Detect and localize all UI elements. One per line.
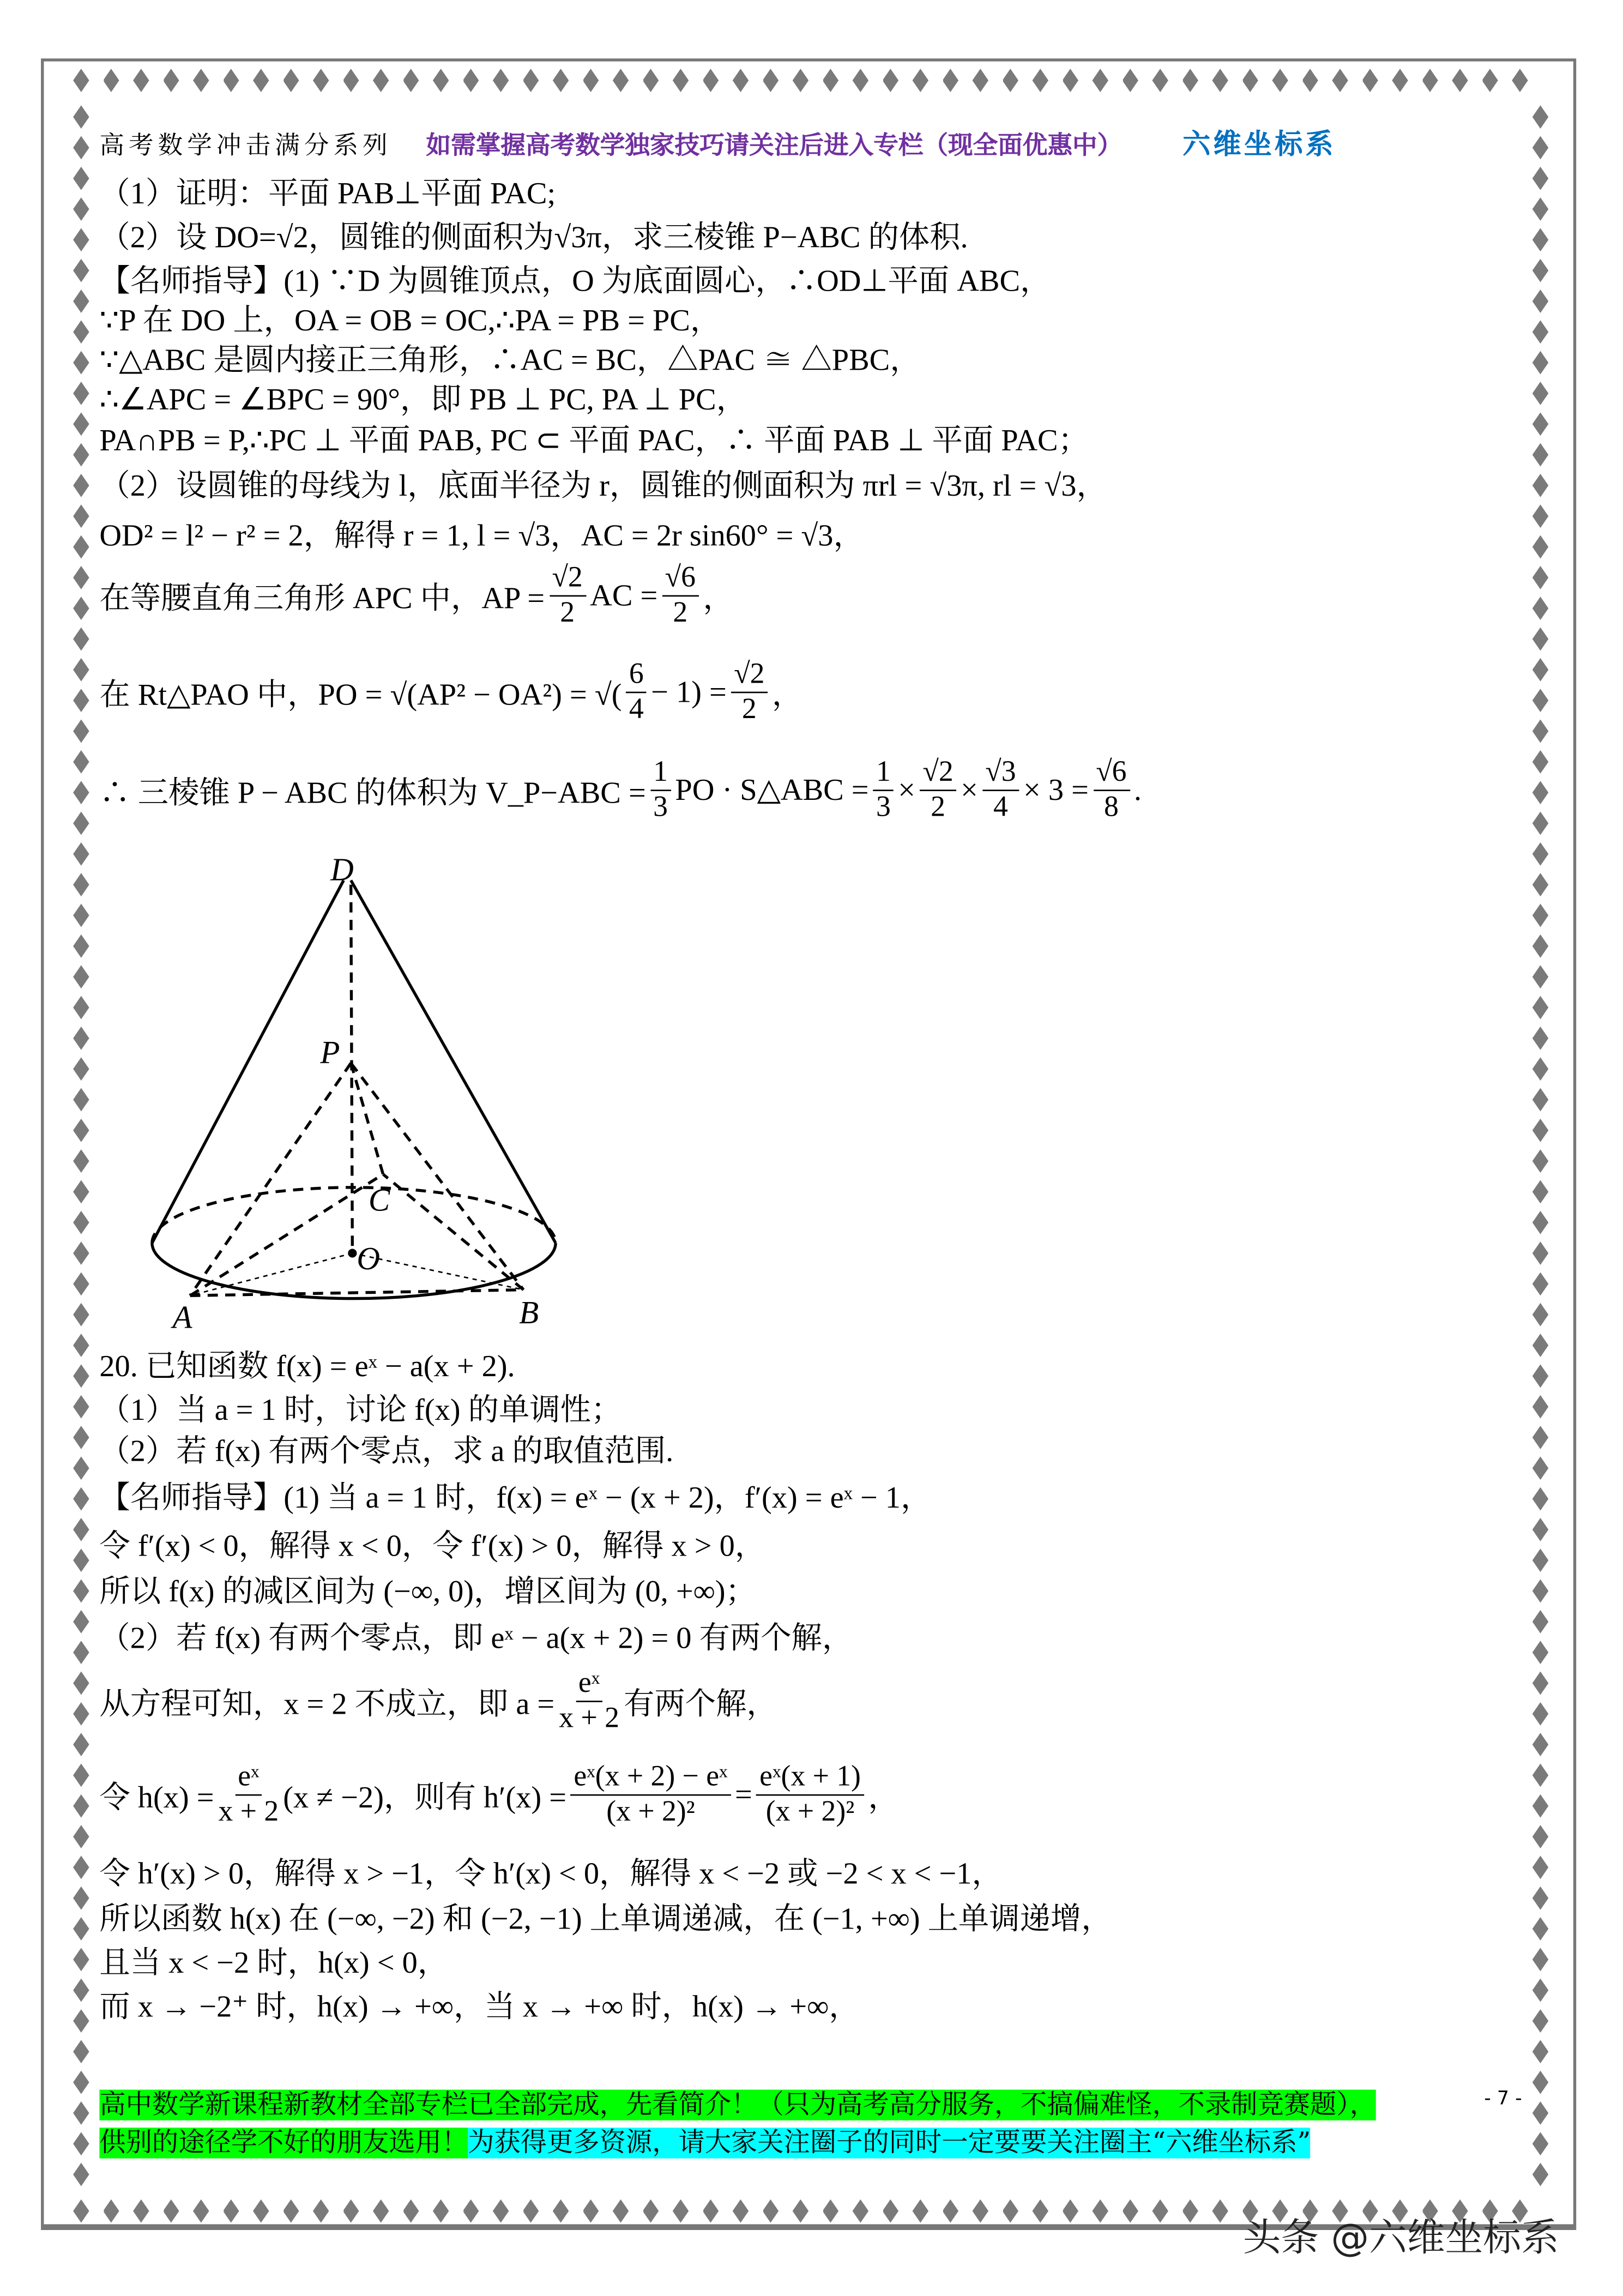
text-segment: 而 x → −2⁺ 时，h(x) → +∞，当 x → +∞ 时，h(x) → +∞，: [99, 1988, 860, 2024]
label-C: C: [368, 1182, 390, 1218]
denominator: 2: [741, 693, 757, 726]
text-segment: − 1) =: [651, 674, 727, 709]
text-segment: （2）若 f(x) 有两个零点，求 a 的取值范围.: [99, 1433, 674, 1468]
text-segment: ∵P 在 DO 上，OA = OB = OC,∴PA = PB = PC，: [99, 303, 721, 338]
denominator: x + 2: [559, 1702, 619, 1734]
footer-line-2: [99, 2122, 1311, 2160]
denominator: (x + 2)²: [606, 1795, 695, 1828]
brand-name: 六维坐标系: [1182, 129, 1336, 161]
numerator: eˣ: [576, 1667, 603, 1702]
text-segment: ，: [703, 580, 734, 615]
text-segment: ∵△ABC 是圆内接正三角形，∴AC = BC，△PAC ≅ △PBC，: [99, 342, 921, 377]
text-segment: 令 f′(x) < 0，解得 x < 0，令 f′(x) > 0，解得 x > 0，: [99, 1528, 766, 1564]
text-segment: PA∩PB = P,∴PC ⊥ 平面 PAB, PC ⊂ 平面 PAC，∴ 平面 PAB ⊥ 平面 PAC；: [99, 423, 1089, 458]
edge-AC: [190, 1174, 383, 1296]
numerator: √2: [549, 562, 586, 596]
text-segment: ∴ 三棱锥 P − ABC 的体积为 V_P−ABC =: [99, 774, 646, 810]
text-segment: （1）证明：平面 PAB⊥平面 PAC;: [99, 175, 556, 211]
text-segment: ×: [961, 772, 978, 807]
denominator: x + 2: [218, 1795, 279, 1828]
text-segment: AC =: [590, 577, 658, 613]
label-P: P: [320, 1034, 340, 1070]
text-segment: ∴∠APC = ∠BPC = 90°，即 PB ⊥ PC, PA ⊥ PC，: [99, 382, 747, 417]
label-O: O: [357, 1240, 381, 1276]
text-segment: 令 h′(x) > 0，解得 x > −1，令 h′(x) < 0，解得 x < −2 或 −2 < x < −1，: [99, 1855, 1003, 1891]
denominator: 3: [876, 791, 891, 823]
edge-PA: [190, 1063, 351, 1295]
text-segment: ，: [771, 676, 803, 712]
text-segment: （1）当 a = 1 时，讨论 f(x) 的单调性；: [99, 1392, 622, 1427]
denominator: 8: [1103, 791, 1119, 823]
text-segment: 且当 x < −2 时，h(x) < 0，: [99, 1945, 449, 1980]
denominator: 2: [931, 791, 945, 823]
footer-line-1: [99, 2084, 1375, 2122]
cone-base-back: [152, 1188, 556, 1243]
text-segment: (x ≠ −2)，则有 h′(x) =: [283, 1779, 567, 1815]
text-segment: =: [734, 1776, 752, 1812]
numerator: √3: [982, 756, 1019, 791]
text-segment: 所以 f(x) 的减区间为 (−∞, 0)，增区间为 (0, +∞)；: [99, 1573, 756, 1609]
denominator: 4: [629, 693, 644, 726]
edge-AB: [190, 1290, 523, 1296]
text-segment: （2）设 DO=√2，圆锥的侧面积为√3π，求三棱锥 P−ABC 的体积.: [99, 219, 968, 255]
denominator: 3: [653, 791, 668, 823]
text-segment: ，: [868, 1779, 899, 1815]
text-segment: 在 Rt△PAO 中，PO = √(AP² − OA²) = √(: [99, 676, 622, 712]
edge-PC: [351, 1063, 383, 1174]
denominator: 2: [673, 596, 688, 629]
label-B: B: [519, 1294, 539, 1331]
text-segment: 所以函数 h(x) 在 (−∞, −2) 和 (−2, −1) 上单调递减，在 (−1, +∞) 上单调递增，: [99, 1901, 1112, 1936]
watermark: 头条 @六维坐标系: [1242, 2216, 1559, 2261]
footer-promo-2: 供别的途径学不好的朋友选用！: [99, 2128, 468, 2159]
text-segment: （2）若 f(x) 有两个零点，即 eˣ − a(x + 2) = 0 有两个解，: [99, 1620, 853, 1656]
text-segment: 在等腰直角三角形 APC 中，AP =: [99, 580, 545, 615]
footer-promo-1: 高中数学新课程新教材全部专栏已全部完成，先看简介！（只为高考高分服务，不搞偏难怪，不录制竞赛题），: [99, 2089, 1376, 2120]
text-segment: 【名师指导】(1) ∵D 为圆锥顶点，O 为底面圆心，∴OD⊥平面 ABC，: [99, 263, 1051, 299]
promo-text: 如需掌握高考数学独家技巧请关注后进入专栏（现全面优惠中）: [426, 131, 1123, 161]
numerator: 6: [626, 658, 647, 693]
numerator: √2: [920, 756, 956, 791]
text-segment: 【名师指导】(1) 当 a = 1 时，f(x) = eˣ − (x + 2)，f′(x) = eˣ − 1，: [99, 1480, 932, 1515]
text-segment: （2）设圆锥的母线为 l，底面半径为 r，圆锥的侧面积为 πrl = √3π, rl = √3，: [99, 468, 1107, 503]
edge-BC: [383, 1174, 523, 1290]
numerator: eˣ: [235, 1761, 262, 1795]
label-D: D: [330, 851, 354, 888]
numerator: √6: [662, 562, 698, 596]
text-segment: .: [1133, 772, 1142, 807]
denominator: 2: [560, 596, 575, 629]
text-segment: PO · S△ABC =: [675, 772, 869, 807]
text-segment: 从方程可知，x = 2 不成立，即 a =: [99, 1685, 555, 1721]
text-segment: 有两个解，: [623, 1685, 777, 1721]
label-A: A: [172, 1299, 192, 1335]
text-segment: × 3 =: [1023, 772, 1089, 807]
numerator: √6: [1093, 756, 1130, 791]
text-segment: 20. 已知函数 f(x) = eˣ − a(x + 2).: [99, 1348, 515, 1384]
center-O: [348, 1249, 357, 1257]
numerator: 1: [650, 756, 671, 791]
series-title: 高考数学冲击满分系列: [99, 131, 392, 161]
text-segment: ×: [898, 772, 916, 807]
numerator: eˣ(x + 1): [757, 1761, 864, 1795]
text-segment: OD² = l² − r² = 2，解得 r = 1, l = √3，AC = 2r sin60° = √3，: [99, 517, 864, 553]
numerator: 1: [873, 756, 894, 791]
numerator: eˣ(x + 2) − eˣ: [571, 1761, 731, 1795]
footer-promo-3: 为获得更多资源，请大家关注圈子的同时一定要要关注圈主“六维坐标系”: [468, 2128, 1311, 2159]
denominator: (x + 2)²: [765, 1795, 855, 1828]
denominator: 4: [993, 791, 1008, 823]
page-number: - 7 -: [1484, 2088, 1522, 2111]
numerator: √2: [731, 658, 768, 693]
text-segment: 令 h(x) =: [99, 1779, 214, 1815]
